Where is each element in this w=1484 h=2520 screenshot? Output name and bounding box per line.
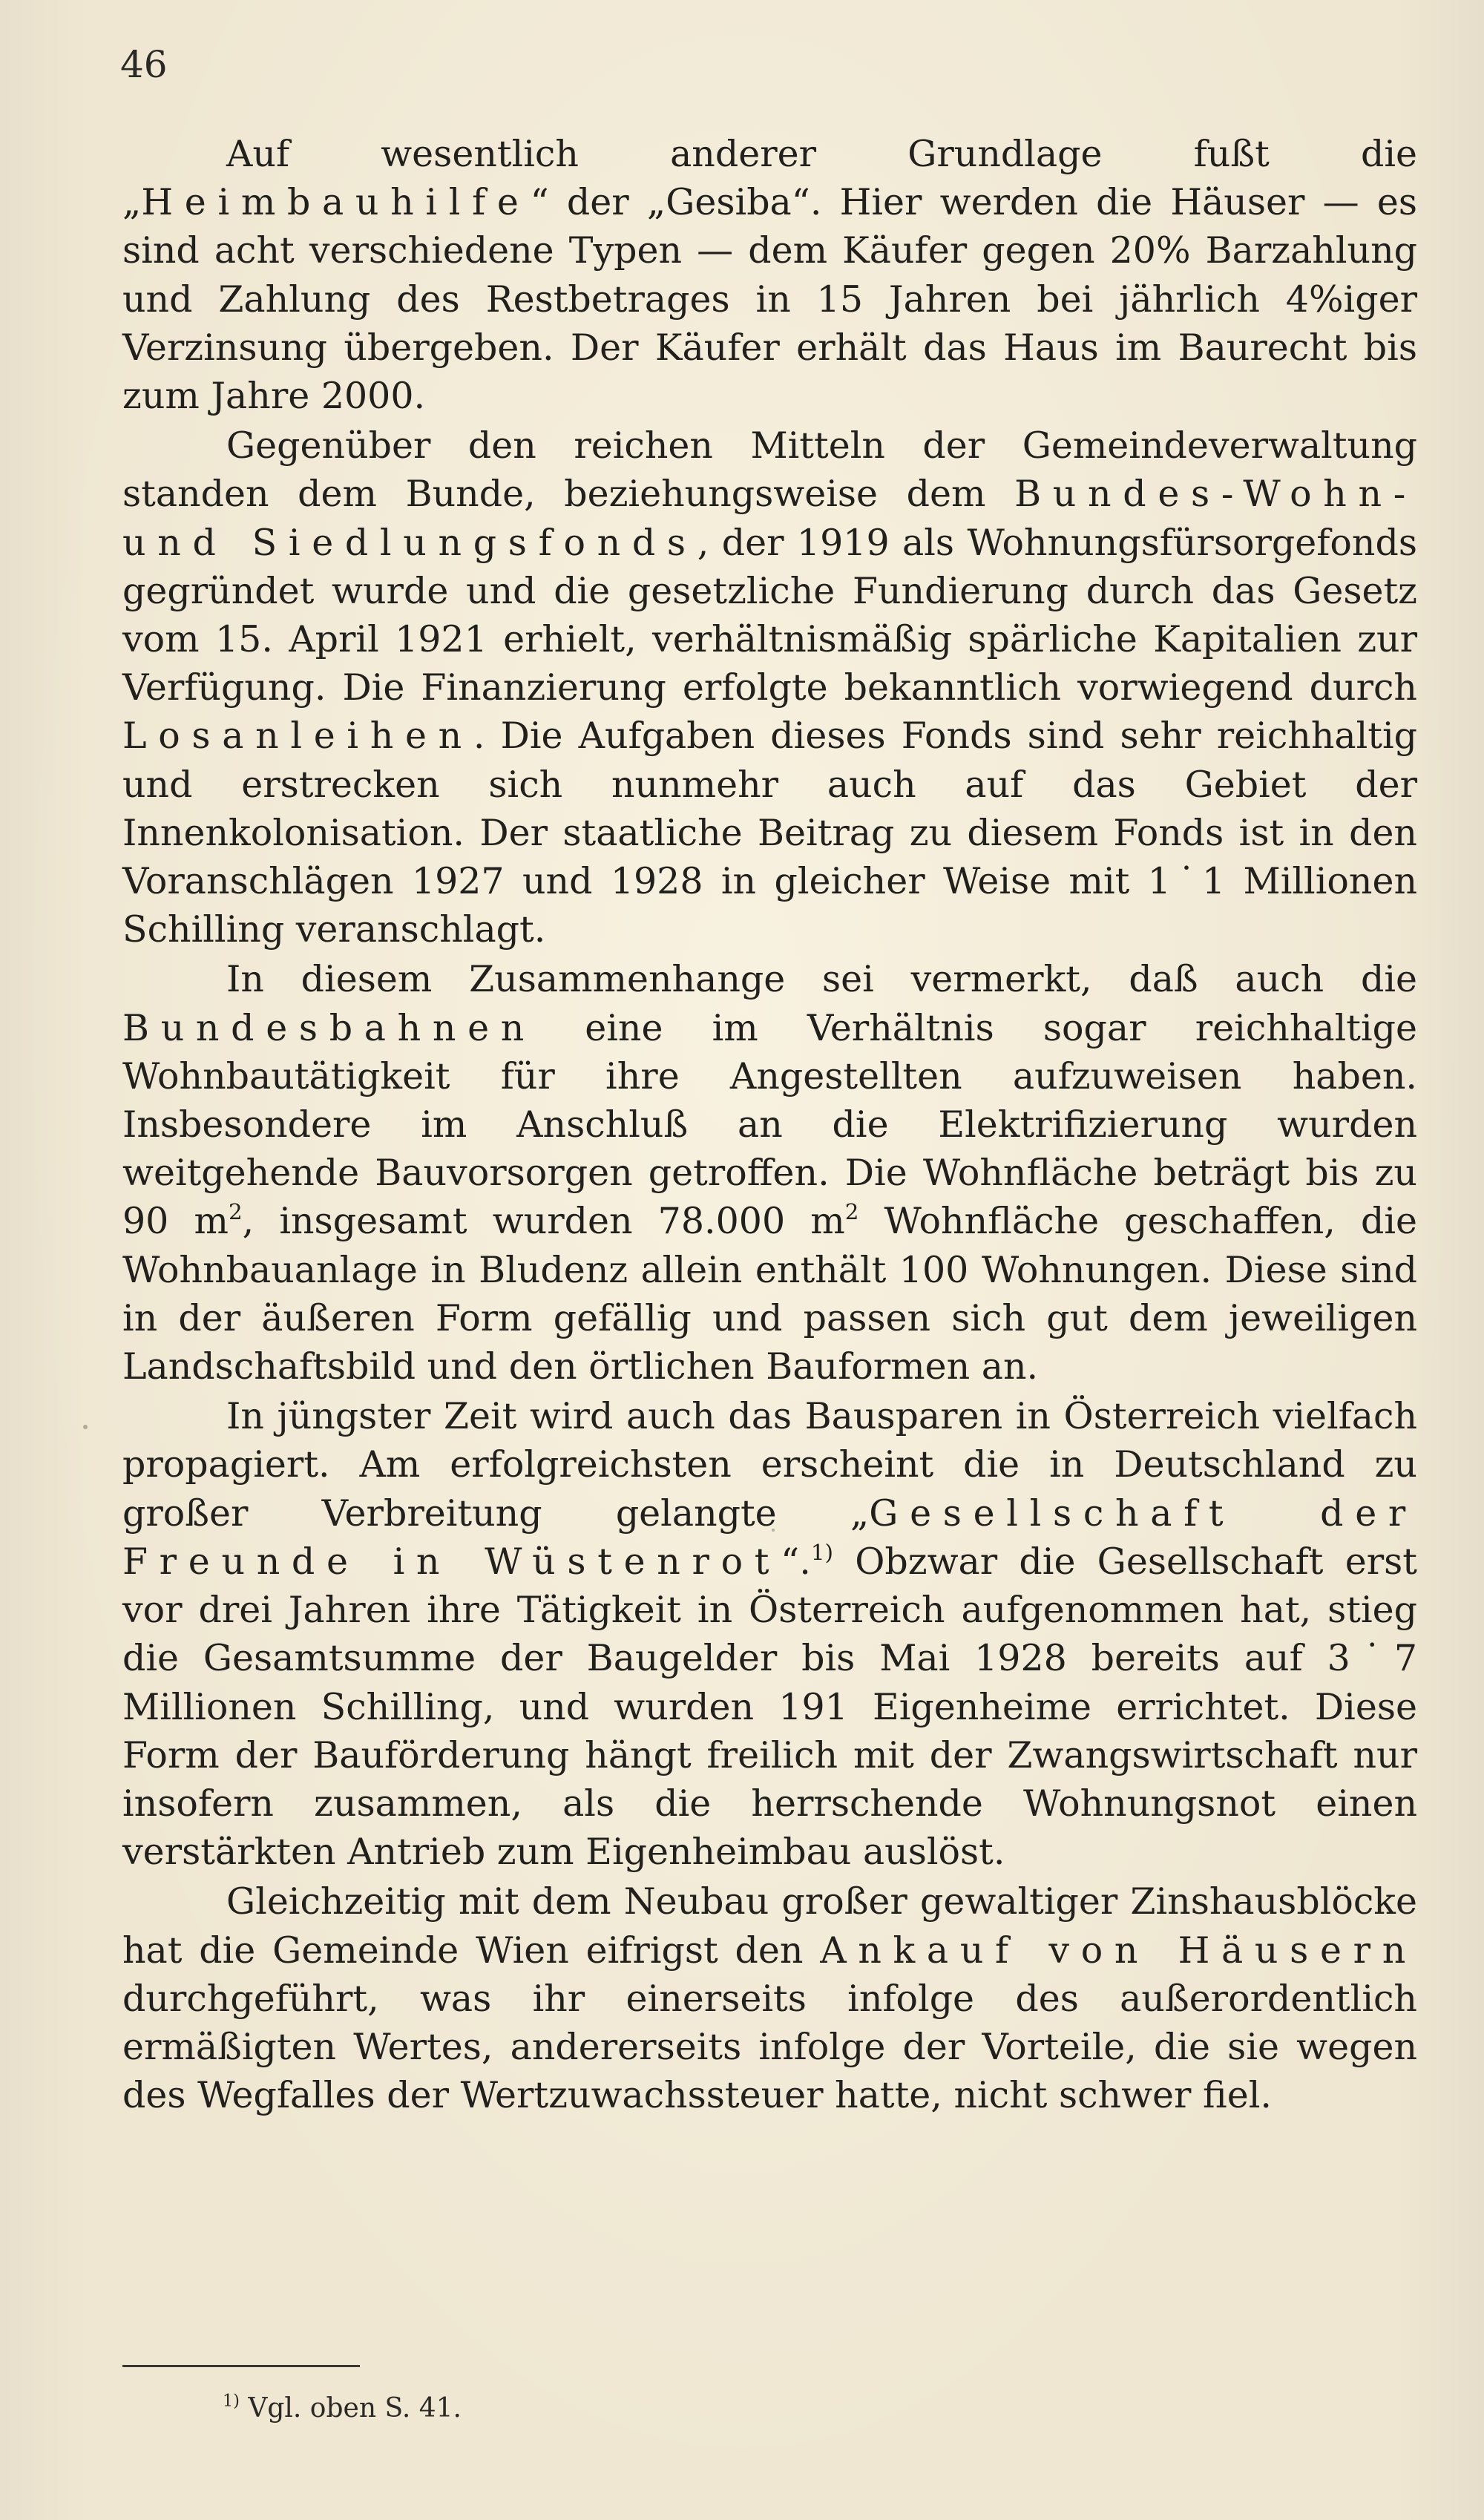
text-run: , der 1919 als Wohnungsfürsorgefonds gegründet wurde und die gesetzliche Fundierung durch das Gesetz vom 15. April 1921 erhielt, verhältnismäßig spärliche Kapitalien zur Verfügung. Die Finanzierung erfolgte bekanntlich vorwiegend durch [122, 521, 1417, 709]
page-number: 46 [120, 43, 168, 86]
emphasized-term: Ankauf von Häusern [820, 1929, 1417, 1972]
text-run: eine im Verhältnis sogar reichhaltige Wohnbautätigkeit für ihre Angestellten aufzuweisen haben. Insbesondere im Anschluß an die Elektrifizierung wurden weitgehende Bauvorsorgen getroffen. Die Wohnfläche beträgt bis zu 90 m [122, 1006, 1417, 1243]
paper-speck [83, 1425, 88, 1429]
superscript: 2 [844, 1199, 859, 1225]
text-run: Auf wesentlich anderer Grundlage fußt die „ [122, 133, 1417, 224]
text-run: Gleichzeitig mit dem Neubau großer gewaltiger Zinshausblöcke hat die Gemeinde Wien eifrigst den [122, 1880, 1417, 1972]
paragraph-heimbauhilfe [122, 130, 1417, 420]
text-run: In diesem Zusammenhange sei vermerkt, daß auch die [226, 958, 1417, 1001]
text-run: durchgeführt, was ihr einerseits infolge des außerordentlich ermäßigten Wertes, andererseits infolge der Vorteile, die sie wegen des Wegfalles der Wertzuwachssteuer hatte, nicht schwer fiel. [122, 1977, 1417, 2117]
paragraph-bundes-wohn-und-siedlungsfonds [122, 421, 1417, 954]
emphasized-term: Heimbauhilfe [141, 181, 531, 224]
paragraph-bundesbahnen [122, 955, 1417, 1391]
emphasized-term: Gesellschaft der Freunde in Wüstenrot [122, 1492, 1417, 1583]
text-run: . Die Aufgaben dieses Fonds sind sehr reichhaltig und erstrecken sich nunmehr auch auf das Gebiet der Innenkolonisation. Der staatliche Beitrag zu diesem Fonds ist in den Voranschlägen 1927 und 1928 in gleicher Weise mit 1˙1 Millionen Schilling veranschlagt. [122, 715, 1417, 951]
text-run: Wohnfläche geschaffen, die Wohnbauanlage in Bludenz allein enthält 100 Wohnungen. Diese sind in der äußeren Form gefällig und passen sich gut dem jeweiligen Landschaftsbild und den örtlichen Bauformen an. [122, 1200, 1418, 1388]
paper-speck [772, 1529, 775, 1532]
paragraph-bausparen [122, 1392, 1417, 1876]
footnote-marker: 1) [223, 2391, 240, 2411]
text-run: Gegenüber den reichen Mitteln der Gemeindeverwaltung standen dem Bunde, beziehungsweise dem [122, 424, 1417, 516]
footnote [223, 2391, 462, 2424]
text-run: In jüngster Zeit wird auch das Bausparen in Österreich vielfach propagiert. Am erfolgreichsten erscheint die in Deutschland zu großer Verbreitung gelangte „ [122, 1395, 1417, 1535]
text-run: Obzwar die Gesellschaft erst vor drei Jahren ihre Tätigkeit in Österreich aufgenommen hat, stieg die Gesamtsumme der Baugelder bis Mai 1928 bereits auf 3˙7 Millionen Schilling, und wurden 191 Eigenheime errichtet. Diese Form der Bauförderung hängt freilich mit der Zwangswirtschaft nur insofern zusammen, als die herrschende Wohnungsnot einen verstärkten Antrieb zum Eigenheimbau auslöst. [122, 1540, 1417, 1874]
body-text [122, 130, 1417, 2121]
superscript: 2 [228, 1199, 243, 1225]
emphasized-term: Bundesbahnen [122, 1006, 536, 1049]
text-run: “ der „Gesiba“. Hier werden die Häuser — es sind acht verschiedene Typen — dem Käufer gegen 20% Barzahlung und Zahlung des Restbetrages in 15 Jahren bei jährlich 4%iger Verzinsung übergeben. Der Käufer erhält das Haus im Baurecht bis zum Jahre 2000. [122, 181, 1417, 418]
emphasized-term: Bundes-Wohn- und Siedlungsfonds [122, 473, 1417, 564]
emphasized-term: Losanleihen [122, 715, 473, 758]
superscript: 1) [810, 1539, 833, 1565]
paragraph-ankauf-von-haeusern [122, 1877, 1417, 2119]
footnote-divider [122, 2365, 360, 2367]
text-run: “. [781, 1540, 811, 1583]
footnote-text: Vgl. oben S. 41. [248, 2393, 462, 2424]
text-run: , insgesamt wurden 78.000 m [242, 1200, 845, 1243]
